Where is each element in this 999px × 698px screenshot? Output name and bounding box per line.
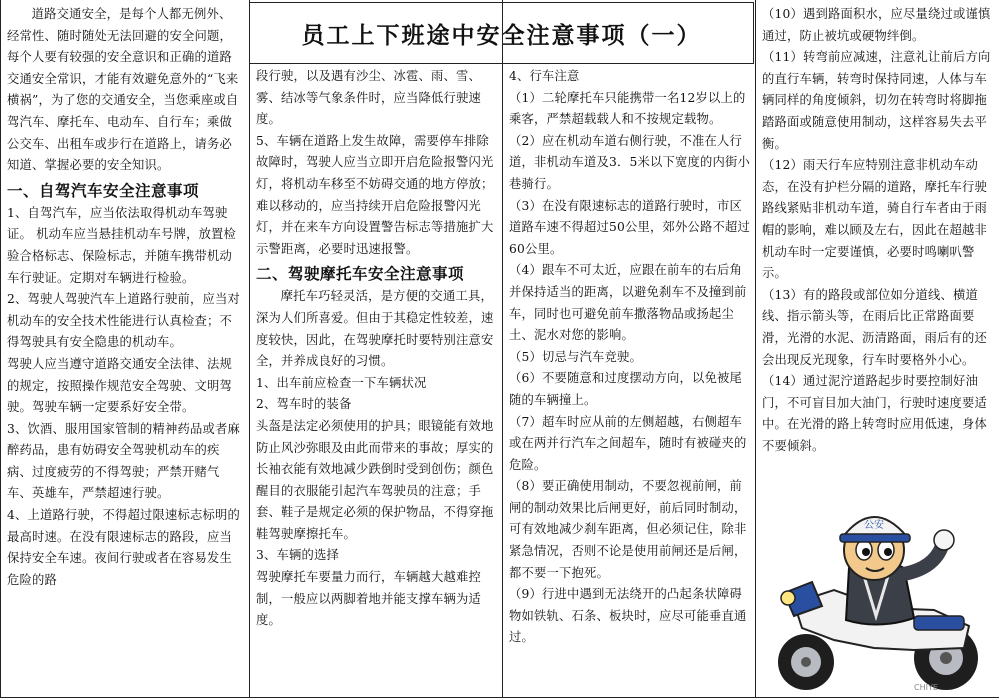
page-title: 员工上下班途中安全注意事项（一） [301, 22, 702, 49]
column-2 [249, 0, 502, 698]
subheading: 4、行车注意 [509, 69, 580, 83]
list-item: （9）行进中遇到无法绕开的凸起条状障碍物如铁轨、石条、板块时，应尽可能垂直通过。 [509, 587, 747, 645]
paragraph: 4、上道路行驶，不得超过限速标志标明的最高时速。在没有限速标志的路段，应当保持安全车速。夜间行驶或者在容易发生危险的路 [7, 508, 240, 587]
list-item: （13）有的路段或部位如分道线、横道线、指示箭头等，在雨后比正常路面要滑，光滑的水泥、沥清路面，雨后有的还会出现反光现象，行车时要格外小心。 [762, 287, 987, 367]
paragraph: 摩托车巧轻灵活，是方便的交通工具，深为人们所喜爱。但由于其稳定性较差，速度较快，因此，在驾驶摩托时要特别注意安全，并养成良好的习惯。 [256, 289, 494, 369]
paragraph: 驾驶人应当遵守道路交通安全法律、法规的规定，按照操作规范安全驾驶、文明驾驶。驾驶车辆一定要系好安全带。 [7, 356, 232, 415]
paragraph: 2、驾车时的装备 [256, 397, 352, 412]
list-item: （8）要正确使用制动，不要忽视前闸，前闸的制动效果比后闸更好，前后同时制动，可有效地减少刹车距离，但必须记住，除非紧急情况，否则不论是使用前闸还是后闸，都不要一下抱死。 [509, 479, 747, 580]
paragraph: 5、车辆在道路上发生故障，需要停车排除故障时，驾驶人应当立即开启危险报警闪光灯，将机动车移至不妨碍交通的地方停放；难以移动的，应当持续开启危险报警闪光灯，并在来车方向设置警告标志等措施扩大示警距离，必要时迅速报警。 [256, 133, 494, 256]
list-item: （12）雨天行车应特别注意非机动车动态，在没有护栏分隔的道路，摩托车行驶路线紧贴非机动车道，骑自行车者由于雨帽的影响，难以顾及左右，因此在超越非机动车时一定要谨慎，必要时鸣喇叭警示。 [762, 158, 987, 281]
list-item: （7）超车时应从前的左侧超越，右侧超车或在两并行汽车之间超车，随时有被碰夹的危险。 [509, 414, 747, 472]
police-motorcycle-illustration [764, 498, 992, 694]
helmet-icon [840, 517, 910, 542]
paragraph: 头盔是法定必须使用的护具；眼镜能有效地防止风沙弥眼及由此而带来的事故；厚实的长袖衣能有效地减少跌倒时受到创伤；颜色醒目的衣服能引起汽车驾驶员的注意；手套、鞋子是规定必须的保护物品，不得穿拖鞋驾驶摩擦托车。 [256, 418, 494, 541]
watermark-text: CHIYE [914, 683, 938, 692]
front-wheel-icon [778, 634, 834, 690]
paragraph: 3、车辆的选择 [256, 548, 340, 563]
paragraph: 2、驾驶人驾驶汽车上道路行驶前，应当对机动车的安全技术性能进行认真检查；不得驾驶具有安全隐患的机动车。 [7, 292, 240, 350]
column-1 [0, 0, 249, 698]
list-item: （2）应在机动车道右侧行驶，不准在人行道，非机动车道及3．5米以下宽度的内街小巷骑行。 [509, 133, 750, 191]
section-heading-motorcycle: 二、驾驶摩托车安全注意事项 [256, 264, 465, 284]
column-3 [502, 0, 755, 698]
list-item: （6）不要随意和过度摆动方向，以免被尾随的车辆撞上。 [509, 371, 742, 407]
list-item: （5）切忌与汽车竞驶。 [509, 349, 642, 364]
section-heading-car: 一、自驾汽车安全注意事项 [7, 180, 200, 200]
list-item: （3）在没有限速标志的道路行驶时，市区道路车速不得超过50公里，郊外公路不超过60公里。 [509, 198, 750, 256]
list-item: （4）跟车不可太近，应跟在前车的右后角并保持适当的距离，以避免刹车不及撞到前车，同时也可避免前车撒落物品或扬起尘土、泥水对您的影响。 [509, 263, 747, 343]
list-item: （10）遇到路面积水，应尽量绕过或谨慎通过，防止被坑或硬物绊倒。 [762, 7, 991, 43]
list-item: （14）通过泥泞道路起步时要控制好油门，不可盲目加大油门，行驶时速度要适中。在光滑的路上转弯时应用低速，身体不要倾斜。 [762, 374, 987, 453]
paragraph: 段行驶，以及遇有沙尘、冰雹、雨、雪、雾、结冰等气象条件时，应当降低行驶速度。 [256, 69, 481, 127]
helmet-badge-text: 公安 [864, 520, 884, 531]
list-item: （11）转弯前应减速，注意礼让前后方向的直行车辆，转弯时保持同速，人体与车辆同样的角度倾斜，切勿在转弯时将脚拖踏路面或随意使用制动，这样容易失去平衡。 [762, 50, 991, 151]
intro-paragraph: 道路交通安全，是每个人都无例外、经常性、随时随处无法回避的安全问题，每个人要有较强的安全意识和正确的道路交通安全常识，才能有效避免意外的“飞来横祸”，为了您的交通安全，当您乘座或自驾汽车、摩托车、电动车、自行车；乘做公交车、出租车或步行在道路上，请务必知道、掌握必要的安全知识。 [7, 7, 239, 173]
paragraph: 3、饮酒、服用国家管制的精神药品或者麻醉药品，患有妨碍安全驾驶机动车的疾病、过度疲劳的不得驾驶；严禁开赌气车、英雄车，严禁超速行驶。 [7, 421, 240, 501]
paragraph: 1、自驾汽车，应当依法取得机动车驾驶证。 机动车应当悬挂机动车号牌，放置检验合格标志、保险标志，并随车携带机动车行驶证。定期对车辆进行检验。 [7, 205, 237, 285]
list-item: （1）二轮摩托车只能携带一名12岁以上的乘客，严禁超载载人和不按规定载物。 [509, 90, 746, 127]
paragraph: 驾驶摩托车要量力而行，车辆越大越难控制，一般应以两脚着地并能支撑车辆为适度。 [256, 570, 481, 628]
paragraph: 1、出车前应检查一下车辆状况 [256, 375, 427, 390]
